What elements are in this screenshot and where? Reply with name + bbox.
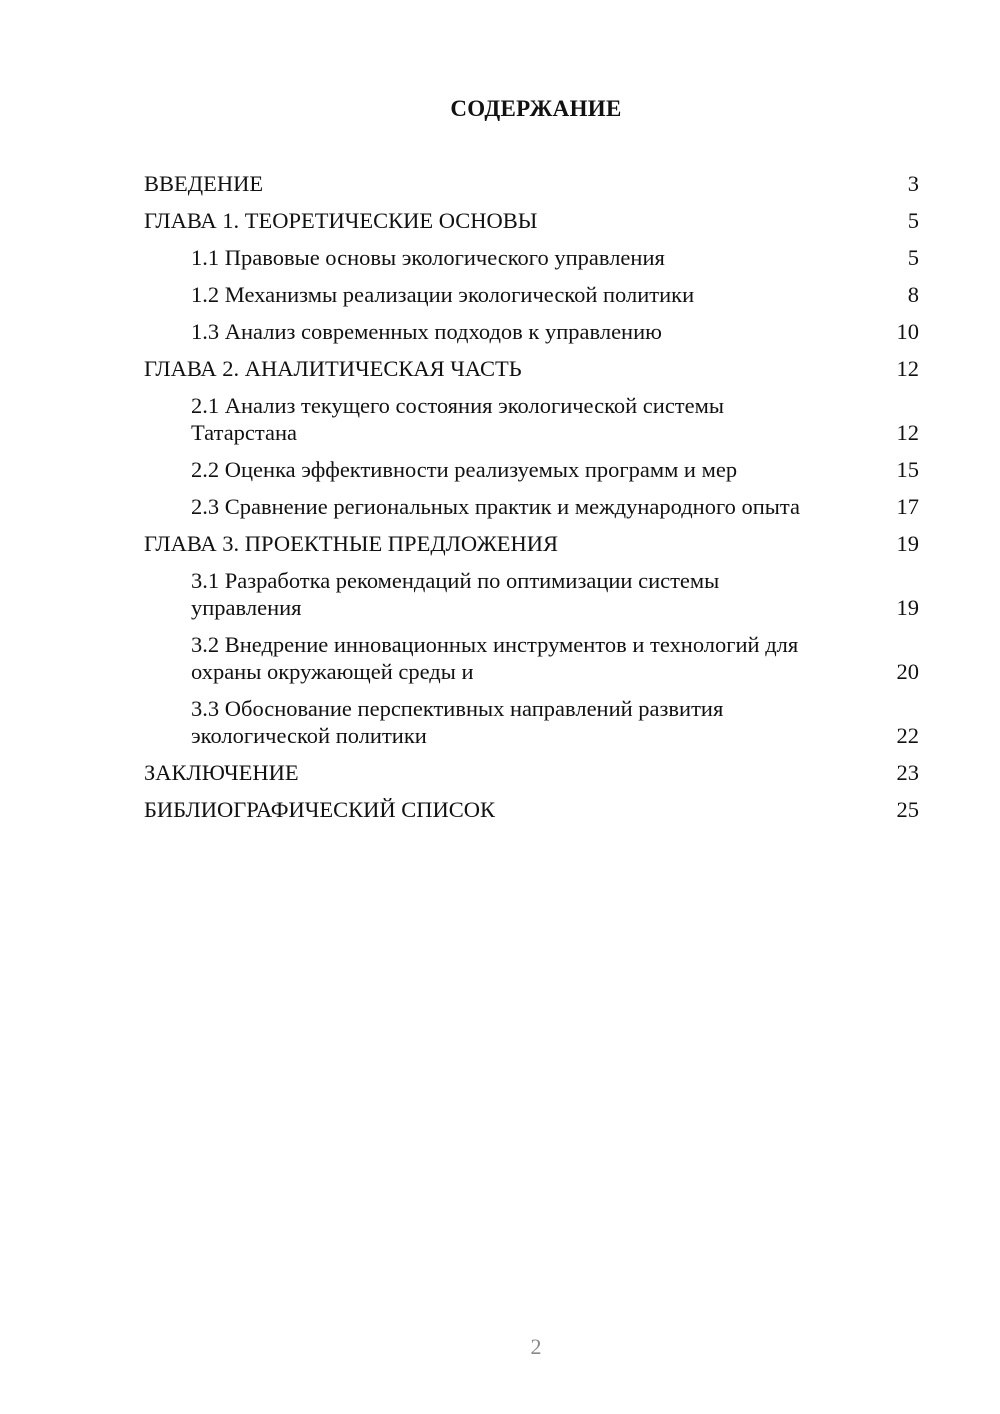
page-title: СОДЕРЖАНИЕ [450, 96, 622, 121]
toc-entry-page: 12 [896, 356, 919, 381]
toc-entry-page: 10 [896, 319, 919, 344]
toc-entry-text: 3.1 Разработка рекомендаций по оптимизации системы управления [191, 568, 720, 620]
toc-entry-page: 23 [896, 760, 919, 785]
toc-entry-page: 17 [896, 494, 919, 519]
toc-entry-text: 2.1 Анализ текущего состояния экологической системы Татарстана [191, 393, 724, 445]
toc-entry-text: ВВЕДЕНИЕ [144, 171, 264, 196]
toc-entry-chapter-3 [144, 530, 919, 557]
toc-entry-conclusion [144, 759, 919, 786]
toc-entry-introduction [144, 170, 919, 197]
toc-entry-text: 2.2 Оценка эффективности реализуемых программ и мер [191, 457, 738, 482]
toc-entry-chapter-2 [144, 355, 919, 382]
toc-entry-section-1-2 [144, 281, 919, 308]
page-number: 2 [530, 1334, 542, 1359]
toc-entry-text: ГЛАВА 3. ПРОЕКТНЫЕ ПРЕДЛОЖЕНИЯ [144, 531, 559, 556]
toc-entry-page: 22 [896, 723, 919, 748]
toc-entry-page: 20 [896, 659, 919, 684]
toc-entry-text: 1.1 Правовые основы экологического управления [191, 245, 665, 270]
toc-entry-section-3-3 [144, 695, 919, 749]
toc-entry-text: 2.3 Сравнение региональных практик и международного опыта [191, 494, 800, 519]
toc-entry-section-1-1 [144, 244, 919, 271]
toc-entry-text: 3.3 Обоснование перспективных направлений развития экологической политики [191, 696, 724, 748]
toc-entry-page: 3 [907, 171, 919, 196]
toc-entry-section-1-3 [144, 318, 919, 345]
toc-entry-page: 15 [896, 457, 919, 482]
toc-entry-section-3-2 [144, 631, 919, 685]
toc-entry-text: ГЛАВА 2. АНАЛИТИЧЕСКАЯ ЧАСТЬ [144, 356, 522, 381]
table-of-contents [144, 170, 919, 833]
toc-entry-text: ЗАКЛЮЧЕНИЕ [144, 760, 299, 785]
toc-entry-text: 1.3 Анализ современных подходов к управлению [191, 319, 662, 344]
toc-entry-section-2-3 [144, 493, 919, 520]
toc-entry-page: 19 [896, 595, 919, 620]
toc-entry-page: 25 [896, 797, 919, 822]
toc-entry-section-3-1 [144, 567, 919, 621]
toc-entry-page: 12 [896, 420, 919, 445]
toc-entry-bibliography [144, 796, 919, 823]
toc-entry-page: 5 [907, 208, 919, 233]
toc-entry-text: 3.2 Внедрение инновационных инструментов и технологий для охраны окружающей среды и [191, 632, 799, 684]
toc-entry-page: 8 [907, 282, 919, 307]
toc-entry-page: 19 [896, 531, 919, 556]
toc-entry-section-2-2 [144, 456, 919, 483]
toc-entry-text: БИБЛИОГРАФИЧЕСКИЙ СПИСОК [144, 797, 496, 822]
toc-entry-section-2-1 [144, 392, 919, 446]
toc-entry-text: ГЛАВА 1. ТЕОРЕТИЧЕСКИЕ ОСНОВЫ [144, 208, 538, 233]
toc-entry-text: 1.2 Механизмы реализации экологической политики [191, 282, 695, 307]
toc-entry-chapter-1 [144, 207, 919, 234]
toc-entry-page: 5 [907, 245, 919, 270]
